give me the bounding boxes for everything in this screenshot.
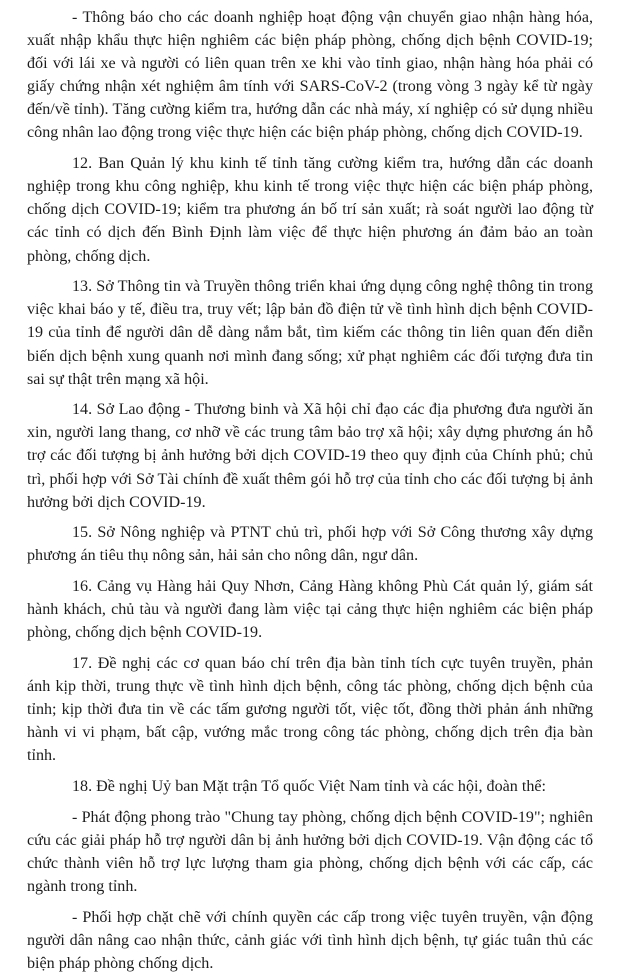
paragraph: - Phối hợp chặt chẽ với chính quyền các cấp trong việc tuyên truyền, vận động người dân nâng cao nhận thức, cảnh giác với tình hình dịch bệnh, tự giác tuân thủ các biện pháp phòng chống dịch. <box>27 908 593 972</box>
paragraph: 17. Đề nghị các cơ quan báo chí trên địa bàn tỉnh tích cực tuyên truyền, phản ánh kịp thời, trung thực về tình hình dịch bệnh, công tác phòng, chống dịch bệnh của tỉnh; kịp thời đưa tin về các tấm gương người tốt, việc tốt, đồng thời phản ánh những hành vi vi phạm, bất cập, vướng mắc trong công tác phòng, chống dịch trên địa bàn tỉnh. <box>27 655 593 765</box>
document-text-body <box>27 6 593 975</box>
paragraph: 15. Sở Nông nghiệp và PTNT chủ trì, phối hợp với Sở Công thương xây dựng phương án tiêu thụ nông sản, hải sản cho nông dân, ngư dân. <box>27 524 593 565</box>
paragraph: 12. Ban Quản lý khu kinh tế tỉnh tăng cường kiểm tra, hướng dẫn các doanh nghiệp trong khu công nghiệp, khu kinh tế trong việc thực hiện các biện pháp phòng, chống dịch COVID-19; kiểm tra phương án bố trí sản xuất; rà soát người lao động từ các tỉnh có dịch đến Bình Định làm việc để thực hiện phương án đảm bảo an toàn phòng, chống dịch. <box>27 155 593 265</box>
paragraph: - Phát động phong trào "Chung tay phòng, chống dịch bệnh COVID-19"; nghiên cứu các giải pháp hỗ trợ người dân bị ảnh hưởng bởi dịch COVID-19. Vận động các tổ chức thành viên hỗ trợ lực lượng tham gia phòng, chống dịch bệnh với các cấp, các ngành trong tỉnh. <box>27 808 593 896</box>
paragraph: 16. Cảng vụ Hàng hải Quy Nhơn, Cảng Hàng không Phù Cát quản lý, giám sát hành khách, chủ tàu và người đang làm việc tại cảng thực hiện nghiêm các biện pháp phòng, chống dịch bệnh COVID-19. <box>27 578 593 642</box>
paragraph: - Thông báo cho các doanh nghiệp hoạt động vận chuyển giao nhận hàng hóa, xuất nhập khẩu thực hiện nghiêm các biện pháp phòng, chống dịch bệnh COVID-19; đối với lái xe và người có liên quan trên xe khi vào tỉnh giao, nhận hàng hóa phải có giấy chứng nhận xét nghiệm âm tính với SARS-CoV-2 (trong vòng 3 ngày kể từ ngày đến/về tỉnh). Tăng cường kiểm tra, hướng dẫn các nhà máy, xí nghiệp có sử dụng nhiều công nhân lao động trong việc thực hiện các biện pháp phòng, chống dịch COVID-19. <box>27 9 593 142</box>
paragraph: 14. Sở Lao động - Thương binh và Xã hội chỉ đạo các địa phương đưa người ăn xin, người lang thang, cơ nhỡ về các trung tâm bảo trợ xã hội; xây dựng phương án hỗ trợ các đối tượng bị ảnh hưởng bởi dịch COVID-19 theo quy định của Chính phủ; chủ trì, phối hợp với Sở Tài chính đề xuất thêm gói hỗ trợ của tỉnh cho các đối tượng bị ảnh hưởng bởi dịch COVID-19. <box>27 401 593 511</box>
paragraph: 18. Đề nghị Uỷ ban Mặt trận Tổ quốc Việt Nam tỉnh và các hội, đoàn thể: <box>72 778 546 796</box>
paragraph: 13. Sở Thông tin và Truyền thông triển khai ứng dụng công nghệ thông tin trong việc khai báo y tế, điều tra, truy vết; lập bản đồ điện tử về tình hình dịch bệnh COVID-19 của tỉnh để người dân dễ dàng nắm bắt, tìm kiếm các thông tin liên quan đến diễn biến dịch bệnh xung quanh nơi mình đang sống; xử phạt nghiêm các đối tượng đưa tin sai sự thật trên mạng xã hội. <box>27 278 593 388</box>
